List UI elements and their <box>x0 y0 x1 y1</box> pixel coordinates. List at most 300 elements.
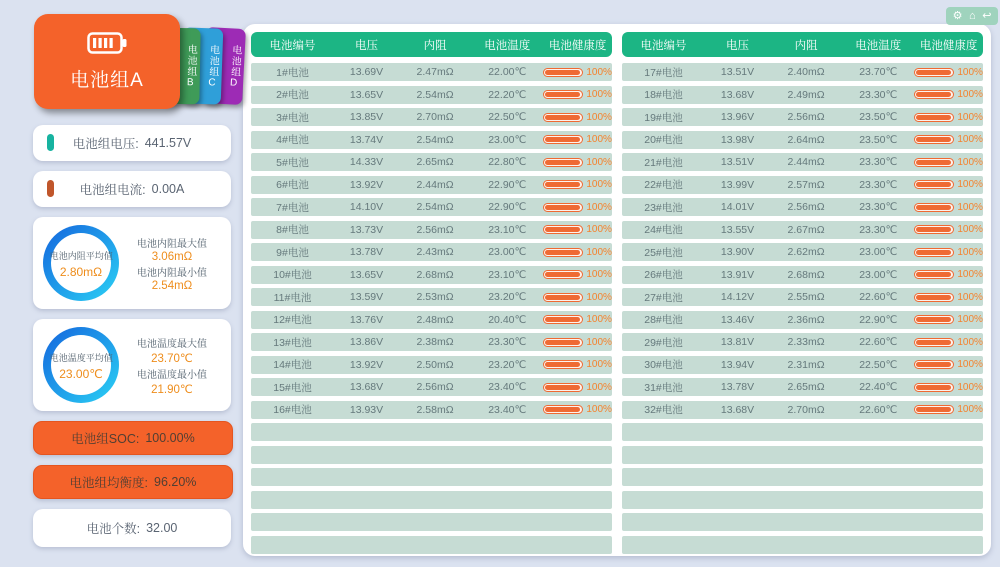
battery-health-bar-icon <box>543 135 583 144</box>
temperature-cell: 22.20℃ <box>488 88 527 101</box>
voltage-cell: 13.74V <box>349 133 384 146</box>
health-cell <box>543 202 612 213</box>
temperature-cell: 22.50℃ <box>859 358 898 371</box>
health-cell <box>914 292 983 303</box>
battery-tables-panel <box>243 24 991 556</box>
battery-id-cell: 6#电池 <box>276 179 309 191</box>
battery-table-right <box>622 32 983 548</box>
health-cell <box>914 179 983 190</box>
voltage-cell: 13.98V <box>720 133 755 146</box>
table-row <box>251 131 612 149</box>
current-indicator-icon <box>47 180 54 197</box>
health-percent: 100% <box>957 381 983 393</box>
tab-battery-group-a-active[interactable] <box>34 14 180 109</box>
battery-id-cell: 8#电池 <box>276 224 309 236</box>
table-row <box>251 356 612 374</box>
temperature-min-label: 电池温度最小值 <box>137 369 207 381</box>
health-cell <box>543 134 612 145</box>
resistance-cell: 2.31mΩ <box>787 358 825 371</box>
battery-health-bar-icon <box>543 68 583 77</box>
empty-table-row <box>251 491 612 509</box>
voltage-cell: 13.69V <box>349 66 384 78</box>
resistance-cell: 2.65mΩ <box>416 156 454 168</box>
health-percent: 100% <box>586 224 612 235</box>
temperature-cell: 22.00℃ <box>488 66 527 78</box>
table-row <box>251 108 612 126</box>
voltage-cell: 14.01V <box>720 201 755 213</box>
battery-id-cell: 4#电池 <box>276 134 309 146</box>
battery-health-bar-icon <box>914 135 954 144</box>
health-cell <box>914 134 983 145</box>
battery-id-cell: 9#电池 <box>276 246 309 259</box>
health-cell <box>543 314 612 325</box>
health-cell <box>914 337 983 348</box>
battery-health-bar-icon <box>914 338 954 347</box>
battery-icon <box>87 32 127 59</box>
column-header: 电池编号 <box>640 39 687 52</box>
battery-health-bar-icon <box>914 315 954 324</box>
battery-health-bar-icon <box>543 248 583 257</box>
temperature-cell: 23.30℃ <box>859 156 898 168</box>
battery-health-bar-icon <box>543 338 583 347</box>
health-cell <box>914 404 983 415</box>
battery-health-bar-icon <box>914 68 954 77</box>
temperature-cell: 23.10℃ <box>488 268 527 281</box>
health-percent: 100% <box>586 246 612 258</box>
voltage-cell: 14.12V <box>720 291 755 303</box>
table-row <box>622 266 983 284</box>
resistance-cell: 2.44mΩ <box>416 178 454 191</box>
battery-health-bar-icon <box>914 203 954 212</box>
group-voltage-card <box>33 125 231 161</box>
empty-table-row <box>251 513 612 531</box>
resistance-min-label: 电池内阻最小值 <box>137 267 207 279</box>
health-percent: 100% <box>957 359 983 370</box>
battery-health-bar-icon <box>543 405 583 414</box>
resistance-min-value: 2.54mΩ <box>151 279 193 292</box>
temperature-min-value: 21.90℃ <box>151 383 193 396</box>
battery-id-cell: 12#电池 <box>273 314 312 326</box>
battery-id-cell: 32#电池 <box>644 404 683 416</box>
resistance-cell: 2.43mΩ <box>416 246 454 258</box>
resistance-avg-value: 2.80mΩ <box>59 264 103 279</box>
battery-id-cell: 10#电池 <box>273 269 312 281</box>
resistance-cell: 2.70mΩ <box>416 111 454 123</box>
voltage-cell: 14.10V <box>349 201 384 213</box>
battery-health-bar-icon <box>914 360 954 369</box>
temperature-avg-label: 电池温度平均值 <box>49 352 113 364</box>
temperature-cell: 23.00℃ <box>859 246 898 258</box>
health-cell <box>914 112 983 123</box>
health-cell <box>543 112 612 123</box>
column-header: 电池温度 <box>855 39 902 52</box>
tab-label: 电池组C <box>206 43 219 90</box>
empty-table-row <box>251 446 612 464</box>
empty-table-row <box>622 491 983 509</box>
temperature-cell: 23.30℃ <box>859 178 898 191</box>
temperature-cell: 22.90℃ <box>859 313 898 326</box>
battery-id-cell: 16#电池 <box>273 404 312 416</box>
battery-count-label: 电池个数: <box>86 522 141 536</box>
health-percent: 100% <box>586 404 612 415</box>
home-icon[interactable]: ⌂ <box>969 9 976 22</box>
battery-id-cell: 29#电池 <box>644 336 683 349</box>
resistance-cell: 2.38mΩ <box>416 336 454 348</box>
voltage-cell: 13.92V <box>349 358 384 371</box>
battery-id-cell: 17#电池 <box>644 66 683 79</box>
column-header: 电池健康度 <box>919 39 978 52</box>
voltage-cell: 13.68V <box>349 381 384 393</box>
table-header-row <box>622 32 983 57</box>
table-row <box>251 401 612 419</box>
temperature-cell: 23.30℃ <box>488 336 527 348</box>
voltage-cell: 13.68V <box>720 403 755 416</box>
voltage-cell: 13.90V <box>720 246 755 258</box>
voltage-cell: 13.78V <box>720 381 755 393</box>
battery-id-cell: 22#电池 <box>644 179 683 191</box>
battery-health-bar-icon <box>543 90 583 99</box>
health-cell <box>543 89 612 100</box>
temperature-max-value: 23.70℃ <box>151 352 193 365</box>
health-percent: 100% <box>586 359 612 370</box>
resistance-cell: 2.56mΩ <box>416 381 454 393</box>
voltage-cell: 13.68V <box>720 88 755 101</box>
health-percent: 100% <box>957 66 983 78</box>
battery-id-cell: 1#电池 <box>276 66 309 79</box>
temperature-cell: 23.50℃ <box>859 133 898 146</box>
temperature-cell: 22.50℃ <box>488 111 527 123</box>
battery-id-cell: 15#电池 <box>273 381 312 394</box>
voltage-cell: 13.85V <box>349 111 384 123</box>
health-cell <box>543 292 612 303</box>
battery-health-bar-icon <box>543 158 583 167</box>
resistance-gauge-card <box>33 217 231 309</box>
battery-health-bar-icon <box>914 248 954 257</box>
health-percent: 100% <box>957 291 983 303</box>
resistance-cell: 2.57mΩ <box>787 178 825 191</box>
resistance-cell: 2.56mΩ <box>416 223 454 236</box>
battery-health-bar-icon <box>914 90 954 99</box>
health-cell <box>543 269 612 280</box>
health-percent: 100% <box>586 314 612 325</box>
empty-table-row <box>622 446 983 464</box>
health-cell <box>543 247 612 258</box>
battery-health-bar-icon <box>914 225 954 234</box>
table-row <box>251 378 612 396</box>
voltage-cell: 13.65V <box>349 268 384 281</box>
health-cell <box>914 382 983 393</box>
column-header: 电池健康度 <box>548 39 607 52</box>
health-percent: 100% <box>586 336 612 348</box>
group-balance-button[interactable] <box>33 465 233 499</box>
group-current-label: 电池组电流: <box>79 183 146 197</box>
resistance-cell: 2.54mΩ <box>416 133 454 146</box>
battery-id-cell: 20#电池 <box>644 134 683 146</box>
health-percent: 100% <box>586 179 612 190</box>
health-percent: 100% <box>586 291 612 303</box>
tab-label: 电池组D <box>227 43 242 90</box>
health-cell <box>914 359 983 370</box>
health-cell <box>543 224 612 235</box>
health-percent: 100% <box>586 66 612 78</box>
health-cell <box>543 359 612 370</box>
health-percent: 100% <box>957 111 983 123</box>
table-row <box>622 63 983 81</box>
battery-id-cell: 30#电池 <box>644 359 683 371</box>
temperature-cell: 23.40℃ <box>488 403 527 416</box>
battery-health-bar-icon <box>914 270 954 279</box>
resistance-cell: 2.54mΩ <box>416 88 454 101</box>
health-percent: 100% <box>586 201 612 213</box>
health-percent: 100% <box>957 179 983 190</box>
table-row <box>251 266 612 284</box>
resistance-cell: 2.54mΩ <box>416 201 454 213</box>
resistance-cell: 2.56mΩ <box>787 111 825 123</box>
battery-id-cell: 28#电池 <box>644 314 683 326</box>
resistance-cell: 2.53mΩ <box>416 291 454 303</box>
empty-table-row <box>622 513 983 531</box>
voltage-cell: 13.65V <box>349 88 384 101</box>
resistance-cell: 2.56mΩ <box>787 201 825 213</box>
table-row <box>622 311 983 329</box>
battery-id-cell: 26#电池 <box>644 269 683 281</box>
health-percent: 100% <box>957 336 983 348</box>
health-percent: 100% <box>586 156 612 168</box>
health-percent: 100% <box>586 381 612 393</box>
active-group-label: 电池组A <box>70 69 144 91</box>
battery-group-selector <box>8 10 240 113</box>
health-cell <box>543 382 612 393</box>
battery-id-cell: 18#电池 <box>644 89 683 101</box>
resistance-cell: 2.55mΩ <box>787 291 825 303</box>
resistance-cell: 2.65mΩ <box>787 381 825 393</box>
health-cell <box>543 337 612 348</box>
battery-id-cell: 27#电池 <box>644 291 683 304</box>
voltage-indicator-icon <box>47 134 54 151</box>
temperature-cell: 23.20℃ <box>488 291 527 303</box>
voltage-cell: 13.86V <box>349 336 384 348</box>
group-soc-button[interactable] <box>33 421 233 455</box>
battery-health-bar-icon <box>543 360 583 369</box>
resistance-cell: 2.58mΩ <box>416 403 454 416</box>
table-row <box>622 333 983 351</box>
table-row <box>251 221 612 239</box>
temperature-avg-value: 23.00℃ <box>59 366 103 381</box>
health-cell <box>914 224 983 235</box>
mini-toolbar <box>946 7 998 25</box>
health-percent: 100% <box>957 314 983 325</box>
battery-id-cell: 2#电池 <box>276 89 309 101</box>
voltage-cell: 13.73V <box>349 223 384 236</box>
resistance-cell: 2.50mΩ <box>416 358 454 371</box>
sidebar <box>8 10 240 557</box>
resistance-cell: 2.68mΩ <box>787 268 825 281</box>
table-row <box>622 401 983 419</box>
temperature-cell: 23.30℃ <box>859 223 898 236</box>
resistance-cell: 2.47mΩ <box>416 66 454 78</box>
health-cell <box>543 404 612 415</box>
table-row <box>251 333 612 351</box>
battery-health-bar-icon <box>914 405 954 414</box>
voltage-cell: 13.81V <box>720 336 755 348</box>
temperature-cell: 23.40℃ <box>488 381 527 393</box>
voltage-cell: 13.55V <box>720 223 755 236</box>
health-percent: 100% <box>957 246 983 258</box>
temperature-cell: 22.80℃ <box>488 156 527 168</box>
health-percent: 100% <box>957 269 983 280</box>
temperature-cell: 23.30℃ <box>859 201 898 213</box>
temperature-cell: 22.90℃ <box>488 201 527 213</box>
health-cell <box>914 247 983 258</box>
health-percent: 100% <box>957 404 983 415</box>
health-cell <box>914 89 983 100</box>
health-percent: 100% <box>586 89 612 100</box>
group-balance-label: 电池组均衡度: <box>69 476 149 490</box>
voltage-cell: 13.93V <box>349 403 384 416</box>
temperature-cell: 23.00℃ <box>488 246 527 258</box>
battery-health-bar-icon <box>914 180 954 189</box>
resistance-cell: 2.44mΩ <box>787 156 825 168</box>
resistance-cell: 2.48mΩ <box>416 313 454 326</box>
battery-id-cell: 14#电池 <box>273 359 312 371</box>
back-icon[interactable]: ↩ <box>982 9 992 22</box>
battery-id-cell: 21#电池 <box>644 156 683 169</box>
voltage-cell: 13.59V <box>349 291 384 303</box>
temperature-gauge-card <box>33 319 231 411</box>
battery-id-cell: 13#电池 <box>273 336 312 349</box>
battery-health-bar-icon <box>914 383 954 392</box>
health-cell <box>914 202 983 213</box>
group-current-value: 0.00A <box>151 182 185 196</box>
table-row <box>622 221 983 239</box>
temperature-cell: 22.60℃ <box>859 403 898 416</box>
group-voltage-value: 441.57V <box>144 136 192 150</box>
table-row <box>622 356 983 374</box>
empty-table-row <box>622 423 983 441</box>
voltage-cell: 14.33V <box>349 156 384 168</box>
health-percent: 100% <box>586 134 612 145</box>
table-row <box>622 378 983 396</box>
resistance-cell: 2.62mΩ <box>787 246 825 258</box>
table-row <box>622 243 983 261</box>
tab-label: 电池组B <box>184 43 197 89</box>
battery-id-cell: 25#电池 <box>644 246 683 259</box>
temperature-cell: 23.00℃ <box>488 133 527 146</box>
group-current-card <box>33 171 231 207</box>
battery-id-cell: 11#电池 <box>273 291 312 304</box>
temperature-cell: 20.40℃ <box>488 313 527 326</box>
battery-health-bar-icon <box>914 113 954 122</box>
battery-id-cell: 31#电池 <box>644 381 683 394</box>
battery-health-bar-icon <box>543 270 583 279</box>
column-header: 内阻 <box>423 39 447 52</box>
table-row <box>251 288 612 306</box>
health-cell <box>914 157 983 168</box>
resistance-cell: 2.36mΩ <box>787 313 825 326</box>
temperature-cell: 22.40℃ <box>859 381 898 393</box>
temperature-cell: 23.20℃ <box>488 358 527 371</box>
voltage-cell: 13.92V <box>349 178 384 191</box>
table-row <box>251 176 612 194</box>
voltage-cell: 13.96V <box>720 111 755 123</box>
table-row <box>622 288 983 306</box>
battery-count-card <box>33 509 231 547</box>
group-voltage-label: 电池组电压: <box>72 137 139 151</box>
voltage-cell: 13.51V <box>720 66 755 78</box>
table-header-row <box>251 32 612 57</box>
health-cell <box>914 269 983 280</box>
table-row <box>251 311 612 329</box>
battery-health-bar-icon <box>543 203 583 212</box>
table-row <box>251 243 612 261</box>
resistance-cell: 2.70mΩ <box>787 403 825 416</box>
health-percent: 100% <box>957 156 983 168</box>
group-soc-value: 100.00% <box>145 431 195 445</box>
empty-table-row <box>251 468 612 486</box>
temperature-cell: 23.50℃ <box>859 111 898 123</box>
resistance-cell: 2.67mΩ <box>787 223 825 236</box>
battery-id-cell: 23#电池 <box>644 201 683 214</box>
settings-icon[interactable]: ⚙ <box>952 9 963 22</box>
column-header: 电压 <box>726 39 749 52</box>
resistance-cell: 2.33mΩ <box>787 336 825 348</box>
battery-health-bar-icon <box>914 158 954 167</box>
table-row <box>251 86 612 104</box>
battery-health-bar-icon <box>543 180 583 189</box>
resistance-avg-label: 电池内阻平均值 <box>49 250 113 262</box>
battery-health-bar-icon <box>543 315 583 324</box>
column-header: 内阻 <box>794 39 818 52</box>
column-header: 电池编号 <box>269 39 316 52</box>
table-row <box>622 198 983 216</box>
health-cell <box>543 67 612 78</box>
health-cell <box>543 179 612 190</box>
voltage-cell: 13.94V <box>720 358 755 371</box>
empty-table-row <box>622 536 983 554</box>
voltage-cell: 13.78V <box>349 246 384 258</box>
health-percent: 100% <box>957 134 983 145</box>
temperature-max-label: 电池温度最大值 <box>137 338 207 350</box>
resistance-gauge-ring <box>43 225 119 301</box>
column-header: 电压 <box>355 39 378 52</box>
health-percent: 100% <box>957 89 983 100</box>
voltage-cell: 13.91V <box>720 268 755 281</box>
table-row <box>622 153 983 171</box>
battery-health-bar-icon <box>543 225 583 234</box>
health-cell <box>914 314 983 325</box>
voltage-cell: 13.46V <box>720 313 755 326</box>
table-row <box>622 176 983 194</box>
battery-table-left <box>251 32 612 548</box>
temperature-cell: 22.60℃ <box>859 336 898 348</box>
empty-table-row <box>251 423 612 441</box>
health-cell <box>914 67 983 78</box>
table-row <box>622 131 983 149</box>
empty-table-row <box>622 468 983 486</box>
table-row <box>251 198 612 216</box>
temperature-cell: 23.30℃ <box>859 88 898 101</box>
empty-table-row <box>251 536 612 554</box>
table-row <box>622 108 983 126</box>
battery-id-cell: 5#电池 <box>276 156 309 169</box>
column-header: 电池温度 <box>484 39 531 52</box>
battery-id-cell: 3#电池 <box>276 111 309 124</box>
battery-id-cell: 19#电池 <box>644 111 683 124</box>
temperature-cell: 22.60℃ <box>859 291 898 303</box>
temperature-cell: 23.00℃ <box>859 268 898 281</box>
voltage-cell: 13.76V <box>349 313 384 326</box>
battery-count-value: 32.00 <box>146 521 178 535</box>
